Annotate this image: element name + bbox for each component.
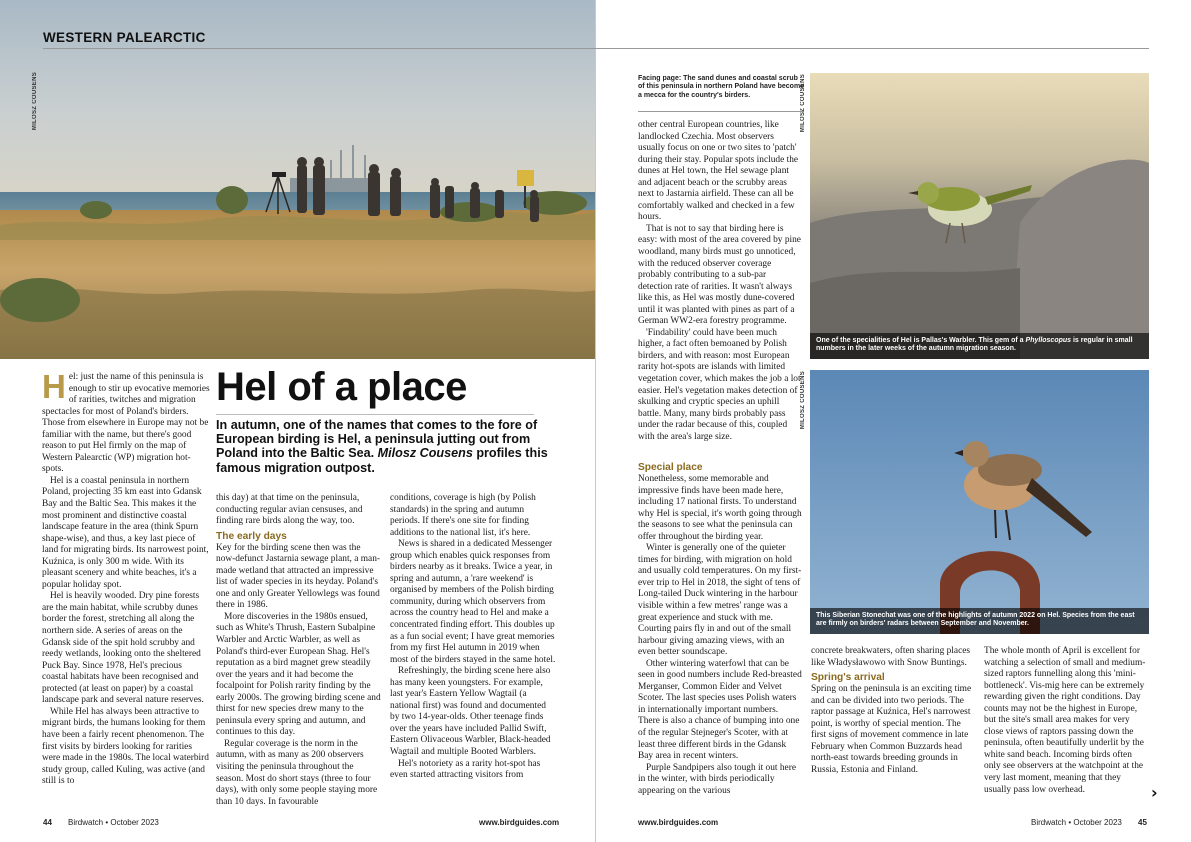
standfirst-suffix: profiles this famous migration outpost. [216, 446, 548, 475]
standfirst-divider [216, 414, 534, 415]
body-paragraph: 'Findability' could have been much higher, a fact often bemoaned by Polish birders, and with reason: most European rarity hot-spots are islands with limited vegetation cover, which makes the job a lot easier. Hel's vegetation makes detection of skulking and cryptic species an uphill battle. Many, many birds probably pass under the radar because of this, coupled with the area's large size. [638, 327, 801, 442]
body-paragraph: concrete breakwaters, often sharing places like Władysławowo with Snow Buntings. [811, 646, 971, 668]
facing-page-caption: Facing page: The sand dunes and coastal scrub of this peninsula in northern Poland have become a mecca for the country's birders. [638, 75, 805, 99]
photo-caption-warbler: One of the specialities of Hel is Pallas's Warbler. This gem of a Phylloscopus is regular in small numbers in the later weeks of the autumn migration season. [810, 333, 1149, 359]
page-number-left: 44 [43, 818, 52, 827]
photo-pallass-warbler [810, 73, 1149, 359]
body-paragraph: Spring on the peninsula is an exciting time and can be divided into two periods. The raptor passage at Kuźnica, Hel's narrowest point, is worthy of special mention. The first signs of movement commence in late February when Common Buzzards head north-east towards breeding grounds in Russia, Estonia and Finland. [811, 684, 972, 775]
body-column-1 [42, 368, 210, 788]
magazine-issue-right: Birdwatch • October 2023 [1031, 818, 1122, 827]
header-divider [43, 48, 1149, 49]
author-name: Milosz Cousens [377, 446, 473, 461]
body-paragraph: More discoveries in the 1980s ensued, such as White's Thrush, Eastern Subalpine Warbler and Arctic Warbler, as well as Poland's third-ever European Shag. Hel's reputation as a bird magnet grew steadily over the years and it had become the focalpoint for Polish rarity finding by the early 2000s. The growing birding scene and thirst for new species drew many to the peninsula every spring and autumn, and continues to this day. [216, 611, 381, 738]
continue-arrow-icon: › [1151, 783, 1158, 802]
subheading-early-days: The early days [216, 530, 287, 542]
body-column-6 [811, 646, 977, 776]
body-paragraph: Purple Sandpipers also tough it out here in the winter, with birds periodically appearing on the various [638, 762, 796, 796]
body-paragraph: While Hel has always been attractive to migrant birds, the humans looking for them have been a fairly recent phenomenon. The first visits by birders looking for rarities were made in the 1980s. The local waterbird study group, called Kuling, was active (and still is to [42, 706, 209, 787]
body-paragraph: Nonetheless, some memorable and impressive finds have been made here, including 17 national firsts. To understand why Hel is special, it's worth going through the seasons to see what the peninsula can offer throughout the birding year. [638, 474, 802, 542]
magazine-issue-left: Birdwatch • October 2023 [68, 818, 159, 827]
website-link-right[interactable]: www.birdguides.com [638, 818, 719, 827]
drop-cap: H [42, 368, 66, 405]
body-paragraph: Key for the birding scene then was the now-defunct Jastarnia sewage plant, a man-made wetland that attracted an impressive list of wader species in its heyday. Poland's one and only Greater Yellowlegs was found there in 1986. [216, 542, 380, 611]
body-paragraph: Hel is heavily wooded. Dry pine forests are the main habitat, while scrubby dunes border the forest, stretching all along the northern side. A series of areas on the Gdansk side of the spit hold scrubby and reedy wetlands, looking onto the sheltered Puck Bay. Since 1978, Hel's precious coastal habitats have been recognised and protected (at least on paper) by a coastal landscape park and several nature reserves. [42, 591, 204, 706]
body-paragraph: Hel is a coastal peninsula in northern Poland, projecting 35 km east into Gdansk Bay and the Baltic Sea. This makes it the most prominent and distinctive coastal landscape feature in the area (think Spurn shape-wise), and thus, a key last piece of land for migrating birds. Its narrowest point, Kuźnica, is only 300 m wide. With its pleasant scenery and white beaches, it's a popular holiday spot. [42, 475, 209, 590]
caption-divider [638, 111, 803, 112]
article-headline: Hel of a place [216, 365, 467, 409]
subheading-springs-arrival: Spring's arrival [811, 672, 885, 684]
body-column-7 [984, 646, 1148, 796]
body-column-5 [638, 459, 802, 797]
photo-caption-stonechat: This Siberian Stonechat was one of the highlights of autumn 2022 on Hel. Species from the east are firmly on birders' radars between September and November. [810, 608, 1149, 634]
body-paragraph: Winter is generally one of the quieter times for birding, with migration on hold and usually cold temperatures. On my first-ever trip to Hel in 2018, the sight of tens of Long-tailed Duck wintering in the harbour visible within a few metres' range was a great experience and stuck with me. Courting pairs fly in and out of the small harbour giving amazing views, with an even better soundscape. [638, 543, 802, 658]
body-column-2 [216, 493, 382, 808]
subheading-special-place: Special place [638, 462, 703, 473]
body-paragraph: The whole month of April is excellent for watching a selection of small and medium-sized raptors funnelling along this 'mini-bottleneck'. Vis-mig here can be extremely rewarding given the right conditions. Day counts may not be the highest in Europe, but the site's small area makes for very close views of raptors passing down the peninsula, often beautifully underlit by the white sand beach. Incoming birds often only see observers at the watchpoint at the very last moment, meaning that they usually pass low overhead. [984, 646, 1146, 795]
photo-siberian-stonechat [810, 370, 1149, 634]
page-number-right: 45 [1138, 818, 1147, 827]
body-paragraph: Hel: just the name of this peninsula is enough to stir up evocative memories of rarities, twitches and migration spectacles for most of Poland's birders. Those from elsewhere in Europe may not be familiar with the name, but there's good reason to put Hel firmly on the map of Western Palearctic (WP) migration hot-spots. [42, 368, 210, 475]
website-link-left[interactable]: www.birdguides.com [479, 818, 560, 827]
body-paragraph: That is not to say that birding here is easy: with most of the area covered by pine woodland, many birds must go unnoticed, with the reduced observer coverage probably contributing to a sub-par detection rate of rarities. It wasn't always like this, as Hel was mostly dune-covered until it was planted with pines as part of a German WW2-era forestry programme. [638, 223, 801, 327]
body-paragraph: Other wintering waterfowl that can be seen in good numbers include Red-breasted Merganser, Common Eider and Velvet Scoter. The last species uses Polish waters in internationally important numbers. There is also a chance of bumping into one of the regular Stejneger's Scoter, with at least three different birds in the Gdansk Bay area in recent winters. [638, 658, 802, 762]
photo-credit-main: MILOSZ COUSENS [32, 72, 38, 131]
body-paragraph: Hel's notoriety as a rarity hot-spot has even started attracting visitors from [390, 758, 541, 781]
standfirst-text: In autumn, one of the names that comes to the fore of European birding is Hel, a peninsula jutting out from Poland into the Baltic Sea. [216, 418, 538, 461]
body-column-3 [390, 493, 556, 782]
body-paragraph: News is shared in a dedicated Messenger group which enables quick responses from birders nearby as it breaks. Twice a year, in spring and autumn, a 'rare weekend' is organised by members of the Polish birding community, during which observers from across the country head to Hel and make a concentrated finding effort. This doubles up as a fun social event; I have great memories from my first Hel autumn in 2019 when most of the birders stayed in the same hotel. [390, 539, 556, 665]
section-header: WESTERN PALEARCTIC [43, 30, 206, 45]
photo-credit-stonechat: MILOSZ COUSENS [800, 371, 806, 430]
photo-credit-warbler: MILOSZ COUSENS [800, 74, 806, 133]
main-photo-dunes-birders [0, 0, 596, 359]
body-paragraph: Refreshingly, the birding scene here also has many keen youngsters. For example, last year's Eastern Yellow Wagtail (a national first) was found and documented by two 14-year-olds. Other teenage finds over the years have included Pallid Swift, Eastern Olivaceous Warbler, Black-headed Wagtail and multiple Booted Warblers. [390, 666, 551, 758]
body-paragraph: Regular coverage is the norm in the autumn, with as many as 200 observers visiting the peninsula throughout the season. Most do short stays (three to four days), with only some people staying more than 10 days. In favourable [216, 738, 378, 807]
body-column-4 [638, 120, 802, 443]
page-spine [595, 0, 596, 842]
article-standfirst [216, 418, 556, 475]
body-paragraph: this day) at that time on the peninsula, conducting regular avian censuses, and finding rare birds along the way, too. [216, 493, 363, 527]
body-paragraph: other central European countries, like landlocked Czechia. Most observers usually focus on one or two sites to 'patch' during their stay. Popular spots include the dunes at Hel town, the Hel sewage plant and adjacent beach or the scrubby areas next to Jastarnia airfield. These can all be comfortably walked and checked in a few hours. [638, 120, 799, 223]
body-paragraph: conditions, coverage is high (by Polish standards) in the spring and autumn periods. If there's one site for finding additions to the national list, it's here. [390, 493, 536, 538]
